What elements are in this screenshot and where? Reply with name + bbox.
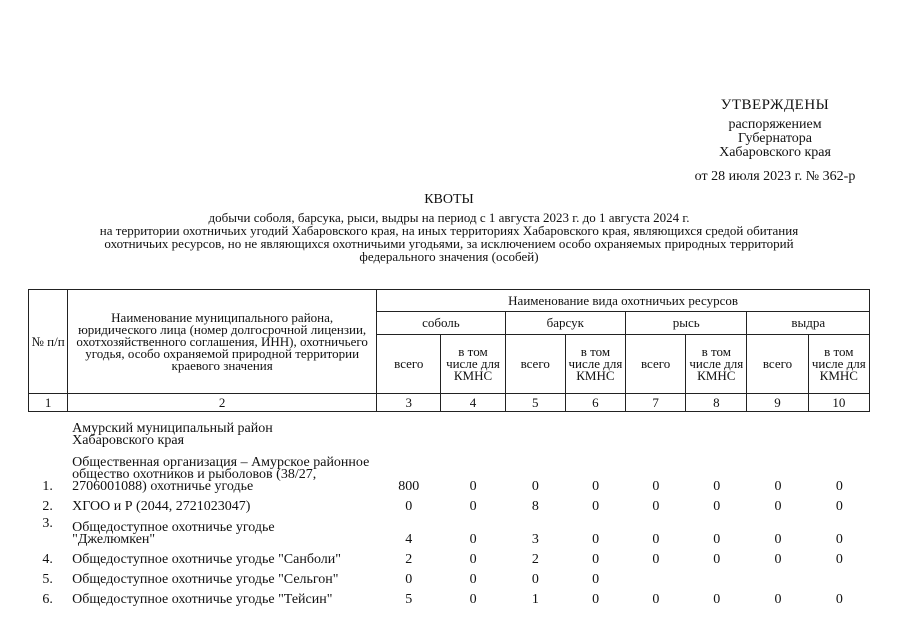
subheader-kmns: в том числе для КМНС xyxy=(441,335,505,394)
cell-value: 4 xyxy=(405,532,413,547)
cell-value: 0 xyxy=(592,572,600,587)
cell-value: 0 xyxy=(835,479,843,494)
cell-value: 0 xyxy=(405,572,413,587)
cell-value: 0 xyxy=(592,592,600,607)
row-number: 2. xyxy=(42,499,53,514)
cell-value xyxy=(626,568,686,588)
column-number: 9 xyxy=(747,394,808,412)
cell-value: 3 xyxy=(531,532,539,547)
cell-value: 0 xyxy=(469,499,477,514)
column-number: 3 xyxy=(377,394,441,412)
row-name: Общественная организация – Амурское районное общество охотников и рыболовов (38/27, 2706001088) охотничье угодье xyxy=(72,455,370,494)
subtitle-line: на территории охотничьих угодий Хабаровского края, на иных территориях Хабаровского края, являющихся средой обитания xyxy=(99,223,799,238)
subheader-total: всего xyxy=(747,335,808,394)
species-header-badger: барсук xyxy=(505,312,625,335)
cell-value: 0 xyxy=(835,532,843,547)
cell-value: 5 xyxy=(405,592,413,607)
subtitle-line: охотничьих ресурсов, но не являющихся охотничьими угодьями, за исключением особо охраняемых природных территорий xyxy=(104,236,794,251)
cell-value: 0 xyxy=(835,552,843,567)
row-name: Общедоступное охотничье угодье "Джелюмкен" xyxy=(72,520,275,547)
row-name: Общедоступное охотничье угодье "Тейсин" xyxy=(72,592,333,607)
cell-value: 0 xyxy=(469,532,477,547)
cell-value xyxy=(747,568,808,588)
cell-value: 0 xyxy=(774,532,782,547)
cell-value: 2 xyxy=(531,552,539,567)
cell-value: 0 xyxy=(652,592,660,607)
subheader-kmns: в том числе для КМНС xyxy=(808,335,869,394)
table-row xyxy=(28,588,870,608)
cell-value: 0 xyxy=(713,532,721,547)
cell-value: 0 xyxy=(592,479,600,494)
subheader-total: всего xyxy=(377,335,441,394)
cell-value: 800 xyxy=(398,479,420,494)
cell-value: 0 xyxy=(469,479,477,494)
district-name: Амурский муниципальный район Хабаровского края xyxy=(72,421,273,448)
cell-value: 0 xyxy=(592,499,600,514)
species-header-lynx: рысь xyxy=(626,312,747,335)
cell-value xyxy=(686,568,747,588)
table-row xyxy=(28,515,870,548)
document-subtitle xyxy=(20,211,878,263)
cell-value: 0 xyxy=(405,499,413,514)
cell-value: 0 xyxy=(652,499,660,514)
row-name: ХГОО и Р (2044, 2721023047) xyxy=(72,499,251,514)
column-number: 10 xyxy=(808,394,869,412)
row-number: 5. xyxy=(42,572,53,587)
row-number: 1. xyxy=(42,479,53,494)
cell-value: 0 xyxy=(713,552,721,567)
approval-line-2: Губернатора xyxy=(737,131,813,146)
cell-value: 0 xyxy=(469,552,477,567)
cell-value: 0 xyxy=(713,592,721,607)
cell-value: 0 xyxy=(592,552,600,567)
subtitle-line: добычи соболя, барсука, рыси, выдры на период с 1 августа 2023 г. до 1 августа 2024 г. xyxy=(208,210,690,225)
subheader-total: всего xyxy=(626,335,686,394)
cell-value: 0 xyxy=(774,592,782,607)
row-number: 4. xyxy=(42,552,53,567)
approval-line-1: распоряжением xyxy=(728,117,822,132)
cell-value: 2 xyxy=(405,552,413,567)
column-number-row xyxy=(29,394,870,412)
column-header-number: № п/п xyxy=(29,290,68,394)
column-number: 7 xyxy=(626,394,686,412)
column-number: 5 xyxy=(505,394,565,412)
resources-header: Наименование вида охотничьих ресурсов xyxy=(377,290,870,312)
cell-value: 0 xyxy=(774,479,782,494)
district-row xyxy=(28,422,870,449)
column-number: 6 xyxy=(565,394,625,412)
row-name: Общедоступное охотничье угодье "Сельгон" xyxy=(72,572,339,587)
cell-value: 0 xyxy=(774,552,782,567)
table-row xyxy=(28,568,870,588)
column-header-name: Наименование муниципального района, юридического лица (номер долгосрочной лицензии, охотхозяйственного соглашения, ИНН), охотничьего угодья, особо охраняемой природной территории краевого значения xyxy=(68,290,377,394)
cell-value: 0 xyxy=(835,592,843,607)
column-number: 2 xyxy=(68,394,377,412)
document-title: КВОТЫ xyxy=(424,192,474,207)
cell-value: 1 xyxy=(531,592,539,607)
cell-value: 0 xyxy=(652,479,660,494)
approval-block xyxy=(640,98,906,184)
cell-value: 0 xyxy=(531,572,539,587)
approval-date: от 28 июля 2023 г. № 362-р xyxy=(694,169,856,184)
cell-value: 0 xyxy=(469,592,477,607)
subheader-total: всего xyxy=(505,335,565,394)
table-row xyxy=(28,449,870,495)
row-number: 3. xyxy=(42,516,53,531)
cell-value: 0 xyxy=(835,499,843,514)
column-number: 4 xyxy=(441,394,505,412)
cell-value: 0 xyxy=(713,499,721,514)
quota-table-header xyxy=(28,289,870,412)
species-header-otter: выдра xyxy=(747,312,870,335)
column-number: 8 xyxy=(686,394,747,412)
cell-value: 8 xyxy=(531,499,539,514)
column-number: 1 xyxy=(29,394,68,412)
cell-value: 0 xyxy=(592,532,600,547)
row-name: Общедоступное охотничье угодье "Санболи" xyxy=(72,552,341,567)
species-header-sable: соболь xyxy=(377,312,505,335)
cell-value: 0 xyxy=(774,499,782,514)
table-row xyxy=(28,495,870,515)
approval-line-3: Хабаровского края xyxy=(719,145,831,160)
table-row xyxy=(28,548,870,568)
subheader-kmns: в том числе для КМНС xyxy=(686,335,747,394)
subheader-kmns: в том числе для КМНС xyxy=(565,335,625,394)
cell-value: 0 xyxy=(713,479,721,494)
cell-value: 0 xyxy=(652,552,660,567)
cell-value: 0 xyxy=(531,479,539,494)
subtitle-line: федерального значения (особей) xyxy=(359,249,539,264)
cell-value: 0 xyxy=(469,572,477,587)
row-number: 6. xyxy=(42,592,53,607)
cell-value xyxy=(809,568,870,588)
approval-title: УТВЕРЖДЕНЫ xyxy=(720,97,830,113)
cell-value: 0 xyxy=(652,532,660,547)
quota-table-body xyxy=(28,422,870,608)
